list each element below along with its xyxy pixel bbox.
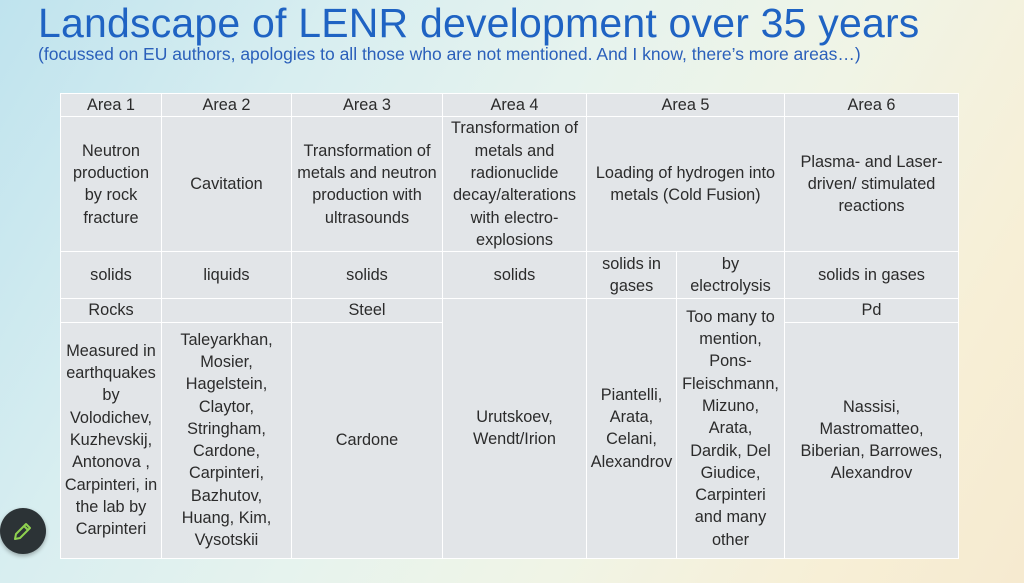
- topic-cell: Transformation of metals and neutron production with ultrasounds: [292, 117, 443, 252]
- medium-cell: solids in gases: [587, 252, 677, 299]
- lenr-areas-table: [60, 93, 959, 559]
- topic-cell: Plasma- and Laser-driven/ stimulated reactions: [785, 117, 959, 252]
- topic-cell: Cavitation: [162, 117, 292, 252]
- material-cell: Steel: [292, 299, 443, 322]
- authors-cell: Urutskoev, Wendt/Irion: [443, 299, 587, 558]
- authors-cell: Taleyarkhan, Mosier, Hagelstein, Claytor, Stringham, Cardone, Carpinteri, Bazhutov, Huang, Kim, Vysotskii: [162, 322, 292, 558]
- header-cell: Area 3: [292, 94, 443, 117]
- medium-cell: solids: [292, 252, 443, 299]
- topic-cell: Loading of hydrogen into metals (Cold Fusion): [587, 117, 785, 252]
- material-cell: Pd: [785, 299, 959, 322]
- header-cell: Area 6: [785, 94, 959, 117]
- annotate-button[interactable]: [0, 508, 46, 554]
- authors-cell: Cardone: [292, 322, 443, 558]
- material-row: [61, 299, 959, 322]
- header-row: [61, 94, 959, 117]
- slide-subtitle: (focussed on EU authors, apologies to all those who are not mentioned. And I know, there’s more areas…): [38, 44, 861, 64]
- authors-cell: Piantelli, Arata, Celani, Alexandrov: [587, 299, 677, 558]
- medium-cell: solids in gases: [785, 252, 959, 299]
- medium-cell: solids: [61, 252, 162, 299]
- authors-cell: Nassisi, Mastromatteo, Biberian, Barrowes, Alexandrov: [785, 322, 959, 558]
- medium-row: [61, 252, 959, 299]
- slide-title: Landscape of LENR development over 35 years: [38, 0, 920, 46]
- material-cell: Rocks: [61, 299, 162, 322]
- topic-row: [61, 117, 959, 252]
- header-cell: Area 5: [587, 94, 785, 117]
- medium-cell: solids: [443, 252, 587, 299]
- authors-cell: Too many to mention, Pons-Fleischmann, Mizuno, Arata, Dardik, Del Giudice, Carpinteri and many other: [677, 299, 785, 558]
- header-cell: Area 4: [443, 94, 587, 117]
- medium-cell: liquids: [162, 252, 292, 299]
- header-cell: Area 1: [61, 94, 162, 117]
- medium-cell: by electrolysis: [677, 252, 785, 299]
- topic-cell: Transformation of metals and radionuclide decay/alterations with electro-explosions: [443, 117, 587, 252]
- header-cell: Area 2: [162, 94, 292, 117]
- material-cell: [162, 299, 292, 322]
- pencil-icon: [11, 519, 35, 543]
- topic-cell: Neutron production by rock fracture: [61, 117, 162, 252]
- authors-cell: Measured in earthquakes by Volodichev, Kuzhevskij, Antonova , Carpinteri, in the lab by Carpinteri: [61, 322, 162, 558]
